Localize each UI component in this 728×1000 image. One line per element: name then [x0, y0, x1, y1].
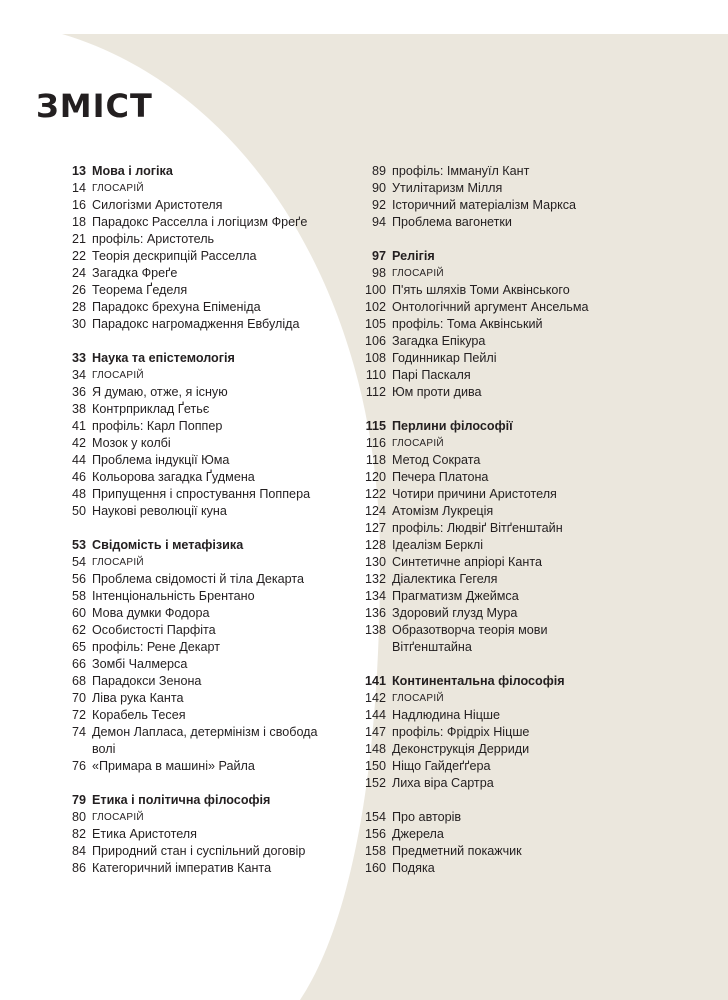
entry-title: Юм проти дива — [392, 385, 482, 399]
entry-title: Утилітаризм Мілля — [392, 181, 503, 195]
toc-entry[interactable] — [52, 639, 352, 656]
toc-entry[interactable] — [352, 690, 722, 707]
toc-entry[interactable] — [52, 758, 352, 775]
page-number: 156 — [364, 827, 386, 841]
toc-entry[interactable] — [352, 860, 722, 877]
entry-title: Загадка Епікура — [392, 334, 486, 348]
page-number: 84 — [71, 844, 86, 858]
toc-entry[interactable] — [52, 197, 352, 214]
entry-title: Печера Платона — [392, 470, 489, 484]
entry-title: Надлюдина Ніцше — [392, 708, 501, 722]
entry-title: Свідомість і метафізика — [92, 538, 244, 552]
toc-entry[interactable] — [52, 231, 352, 248]
toc-entry[interactable] — [352, 265, 722, 282]
toc-entry[interactable] — [52, 826, 352, 843]
entry-title: Перлини філософії — [392, 419, 513, 433]
page-number: 112 — [365, 385, 386, 399]
toc-entry[interactable] — [52, 605, 352, 622]
page-number: 138 — [364, 623, 386, 637]
page-number: 89 — [371, 164, 386, 178]
page-number: 13 — [71, 164, 86, 178]
entry-title: Мова думки Фодора — [92, 606, 210, 620]
page-number: 130 — [364, 555, 386, 569]
page-number: 68 — [71, 674, 86, 688]
page-number: 106 — [364, 334, 386, 348]
toc-entry[interactable] — [52, 486, 352, 503]
toc-entry[interactable] — [352, 282, 722, 299]
toc-right-column — [352, 163, 722, 894]
toc-entry[interactable] — [352, 741, 722, 758]
toc-entry[interactable] — [52, 265, 352, 282]
entry-title: Метод Сократа — [392, 453, 481, 467]
page-number: 115 — [365, 419, 386, 433]
toc-chapter-heading[interactable] — [52, 350, 352, 367]
page-number: 53 — [71, 538, 86, 552]
entry-title: Подяка — [392, 861, 435, 875]
toc-chapter-heading[interactable] — [52, 163, 352, 180]
toc-entry[interactable] — [52, 299, 352, 316]
toc-entry[interactable] — [352, 503, 722, 520]
entry-title: Континентальна філософія — [392, 674, 565, 688]
entry-title: Теорія дескрипцій Расселла — [92, 249, 257, 263]
entry-title: Годинникар Пейлі — [392, 351, 497, 365]
page-number: 41 — [71, 419, 86, 433]
toc-entry[interactable] — [352, 435, 722, 452]
page-number: 120 — [364, 470, 386, 484]
toc-chapter-heading[interactable] — [352, 248, 722, 265]
glossary-label: ГЛОСАРІЙ — [92, 812, 144, 823]
toc-chapter-heading[interactable] — [352, 418, 722, 435]
entry-title: Природний стан і суспільний договір — [92, 844, 306, 858]
entry-title: профіль: Людвіґ Вітґенштайн — [392, 521, 563, 535]
page-number: 62 — [71, 623, 86, 637]
page-number: 48 — [71, 487, 86, 501]
toc-entry[interactable] — [52, 452, 352, 469]
page-number: 38 — [71, 402, 86, 416]
page-number: 98 — [371, 266, 386, 280]
page-number: 60 — [71, 606, 86, 620]
toc-entry[interactable] — [352, 826, 722, 843]
toc-entry[interactable] — [52, 384, 352, 401]
entry-title: Мозок у колбі — [92, 436, 171, 450]
entry-title: профіль: Аристотель — [92, 232, 215, 246]
toc-entry[interactable] — [52, 724, 352, 741]
toc-section — [352, 163, 722, 231]
toc-entry[interactable] — [352, 384, 722, 401]
page-number: 97 — [371, 249, 386, 263]
toc-entry[interactable] — [352, 520, 722, 537]
toc-entry[interactable] — [352, 197, 722, 214]
toc-entry[interactable] — [352, 214, 722, 231]
entry-title: Вітґенштайна — [392, 640, 472, 654]
entry-title: Силогізми Аристотеля — [92, 198, 223, 212]
toc-entry[interactable] — [352, 639, 722, 656]
entry-title: Парадокс брехуна Епіменіда — [92, 300, 261, 314]
page-number: 24 — [71, 266, 86, 280]
toc-entry[interactable] — [52, 554, 352, 571]
entry-title: Лиха віра Сартра — [392, 776, 494, 790]
toc-entry[interactable] — [352, 809, 722, 826]
entry-title: Чотири причини Аристотеля — [392, 487, 557, 501]
entry-title: Проблема свідомості й тіла Декарта — [92, 572, 305, 586]
page-number: 122 — [364, 487, 386, 501]
toc-entry[interactable] — [52, 316, 352, 333]
page-number: 118 — [365, 453, 386, 467]
toc-entry[interactable] — [52, 469, 352, 486]
page-number: 76 — [71, 759, 86, 773]
toc-entry[interactable] — [52, 214, 352, 231]
entry-title: профіль: Фрідріх Ніцше — [392, 725, 530, 739]
entry-title: Парадокс нагромадження Евбуліда — [92, 317, 300, 331]
toc-entry[interactable] — [352, 180, 722, 197]
page-number: 28 — [71, 300, 86, 314]
entry-title: Ідеалізм Берклі — [392, 538, 484, 552]
toc-entry[interactable] — [52, 588, 352, 605]
entry-title: Категоричний імператив Канта — [92, 861, 272, 875]
page-number: 105 — [364, 317, 386, 331]
page-number: 158 — [364, 844, 386, 858]
toc-entry[interactable] — [352, 469, 722, 486]
page-number: 116 — [365, 436, 386, 450]
entry-title: Історичний матеріалізм Маркса — [392, 198, 577, 212]
page-number: 72 — [71, 708, 86, 722]
page-number: 30 — [71, 317, 86, 331]
toc-entry[interactable] — [352, 316, 722, 333]
page-number: 16 — [71, 198, 86, 212]
entry-title: Проблема індукції Юма — [92, 453, 230, 467]
entry-title: Етика Аристотеля — [92, 827, 197, 841]
entry-title: Онтологічний аргумент Ансельма — [392, 300, 589, 314]
page-number: 26 — [71, 283, 86, 297]
entry-title: Інтенціональність Брентано — [92, 589, 255, 603]
toc-section — [352, 673, 722, 792]
entry-title: Атомізм Лукреція — [392, 504, 494, 518]
entry-title: П'ять шляхів Томи Аквінського — [392, 283, 570, 297]
page-number: 100 — [364, 283, 386, 297]
entry-title: Ліва рука Канта — [92, 691, 184, 705]
page-number: 108 — [364, 351, 386, 365]
page-number: 44 — [71, 453, 86, 467]
toc-entry[interactable] — [352, 758, 722, 775]
toc-entry[interactable] — [52, 673, 352, 690]
entry-title: профіль: Карл Поппер — [92, 419, 223, 433]
page-number: 50 — [71, 504, 86, 518]
toc-entry[interactable] — [52, 843, 352, 860]
toc-section — [52, 350, 352, 520]
entry-title: профіль: Тома Аквінський — [392, 317, 543, 331]
toc-entry[interactable] — [52, 248, 352, 265]
toc-entry[interactable] — [352, 367, 722, 384]
entry-title: Парадокс Расселла і логіцизм Фреґе — [92, 215, 308, 229]
entry-title: Наукові революції куна — [92, 504, 227, 518]
toc-section — [352, 248, 722, 401]
toc-entry[interactable] — [52, 690, 352, 707]
page-number: 92 — [371, 198, 386, 212]
toc-entry[interactable] — [352, 588, 722, 605]
page-number: 21 — [71, 232, 86, 246]
toc-chapter-heading[interactable] — [52, 537, 352, 554]
toc-entry[interactable] — [352, 299, 722, 316]
toc-entry[interactable] — [352, 486, 722, 503]
page-number: 102 — [364, 300, 386, 314]
glossary-label: ГЛОСАРІЙ — [92, 183, 144, 194]
page-number: 58 — [71, 589, 86, 603]
entry-title: Контрприклад Ґетьє — [92, 402, 210, 416]
entry-title: Прагматизм Джеймса — [392, 589, 519, 603]
page-number: 94 — [371, 215, 386, 229]
toc-left-column — [52, 163, 352, 894]
toc-entry[interactable] — [352, 554, 722, 571]
toc-entry[interactable] — [352, 333, 722, 350]
toc-entry[interactable] — [352, 163, 722, 180]
entry-title: Про авторів — [392, 810, 462, 824]
toc-entry[interactable] — [52, 707, 352, 724]
entry-title: Я думаю, отже, я існую — [92, 385, 228, 399]
entry-title: Деконструкція Дерриди — [392, 742, 530, 756]
entry-title: Парадокси Зенона — [92, 674, 202, 688]
entry-title: Наука та епістемологія — [92, 351, 235, 365]
page-number: 134 — [364, 589, 386, 603]
toc-entry[interactable] — [352, 775, 722, 792]
page-number: 147 — [364, 725, 386, 739]
page-number: 132 — [364, 572, 386, 586]
page-number: 33 — [71, 351, 86, 365]
entry-title: профіль: Іммануїл Кант — [392, 164, 530, 178]
page-number: 136 — [364, 606, 386, 620]
toc-entry[interactable] — [52, 571, 352, 588]
page-number: 82 — [71, 827, 86, 841]
toc-entry[interactable] — [52, 401, 352, 418]
toc-entry[interactable] — [52, 622, 352, 639]
entry-title: Демон Лапласа, детермінізм і свобода — [92, 725, 318, 739]
toc-entry[interactable] — [352, 571, 722, 588]
entry-title: Парі Паскаля — [392, 368, 471, 382]
entry-title: Ніщо Гайдеґґера — [392, 759, 491, 773]
entry-title: профіль: Рене Декарт — [92, 640, 221, 654]
glossary-label: ГЛОСАРІЙ — [392, 268, 444, 279]
entry-title: Образотворча теорія мови — [392, 623, 548, 637]
entry-title: Джерела — [392, 827, 444, 841]
toc-entry[interactable] — [352, 537, 722, 554]
page-number: 42 — [71, 436, 86, 450]
toc-entry[interactable] — [352, 452, 722, 469]
toc-entry[interactable] — [52, 180, 352, 197]
page-title: ЗМІСТ — [36, 87, 153, 125]
entry-title: Особистості Парфіта — [92, 623, 216, 637]
entry-title: Загадка Фреґе — [92, 266, 178, 280]
page-number: 46 — [71, 470, 86, 484]
entry-title: Мова і логіка — [92, 164, 173, 178]
page-number: 18 — [71, 215, 86, 229]
toc-entry[interactable] — [352, 843, 722, 860]
glossary-label: ГЛОСАРІЙ — [92, 370, 144, 381]
entry-title: Зомбі Чалмерса — [92, 657, 188, 671]
entry-title: Припущення і спростування Поппера — [92, 487, 311, 501]
page-number: 70 — [71, 691, 86, 705]
page-number: 86 — [71, 861, 86, 875]
entry-title: Предметний покажчик — [392, 844, 522, 858]
page-number: 124 — [364, 504, 386, 518]
entry-title: Релігія — [392, 249, 435, 263]
page-number: 65 — [71, 640, 86, 654]
toc-entry[interactable] — [52, 809, 352, 826]
toc-section — [52, 163, 352, 333]
page-number: 160 — [364, 861, 386, 875]
toc-entry[interactable] — [352, 622, 722, 639]
toc-chapter-heading[interactable] — [352, 673, 722, 690]
entry-title: Кольорова загадка Ґудмена — [92, 470, 255, 484]
entry-title: Синтетичне апріорі Канта — [392, 555, 542, 569]
toc-entry[interactable] — [52, 367, 352, 384]
toc-entry[interactable] — [52, 282, 352, 299]
entry-title: Етика і політична філософія — [92, 793, 271, 807]
page-number: 148 — [364, 742, 386, 756]
page-number: 74 — [71, 725, 86, 739]
toc-entry[interactable] — [352, 350, 722, 367]
page-number: 54 — [71, 555, 86, 569]
entry-title: Теорема Ґеделя — [92, 283, 188, 297]
page-number: 36 — [71, 385, 86, 399]
toc-section — [52, 792, 352, 877]
toc-chapter-heading[interactable] — [52, 792, 352, 809]
entry-title: «Примара в машині» Райла — [92, 759, 255, 773]
page-number: 56 — [71, 572, 86, 586]
toc-entry[interactable] — [52, 860, 352, 877]
page-number: 141 — [364, 674, 386, 688]
page-number: 14 — [71, 181, 86, 195]
toc-entry[interactable] — [52, 741, 352, 758]
page-number: 152 — [364, 776, 386, 790]
page-number: 80 — [71, 810, 86, 824]
entry-title: волі — [92, 742, 116, 756]
page-number: 144 — [364, 708, 386, 722]
page-number: 128 — [364, 538, 386, 552]
page-number: 154 — [364, 810, 386, 824]
page-number: 142 — [364, 691, 386, 705]
toc-section — [52, 537, 352, 775]
toc-section — [352, 418, 722, 656]
page-number: 110 — [365, 368, 386, 382]
page-number: 90 — [371, 181, 386, 195]
glossary-label: ГЛОСАРІЙ — [92, 557, 144, 568]
entry-title: Здоровий глузд Мура — [392, 606, 518, 620]
page-number: 22 — [71, 249, 86, 263]
toc-entry[interactable] — [352, 707, 722, 724]
toc-entry[interactable] — [52, 435, 352, 452]
page-number: 127 — [364, 521, 386, 535]
page-number: 66 — [71, 657, 86, 671]
page-number: 150 — [364, 759, 386, 773]
entry-title: Корабель Тесея — [92, 708, 186, 722]
toc-entry[interactable] — [52, 503, 352, 520]
page-number: 34 — [71, 368, 86, 382]
toc-section — [352, 809, 722, 877]
toc-entry[interactable] — [52, 656, 352, 673]
toc-entry[interactable] — [352, 724, 722, 741]
glossary-label: ГЛОСАРІЙ — [392, 438, 444, 449]
entry-title: Діалектика Гегеля — [392, 572, 498, 586]
page-number: 79 — [71, 793, 86, 807]
entry-title: Проблема вагонетки — [392, 215, 512, 229]
toc-entry[interactable] — [52, 418, 352, 435]
toc-entry[interactable] — [352, 605, 722, 622]
glossary-label: ГЛОСАРІЙ — [392, 693, 444, 704]
